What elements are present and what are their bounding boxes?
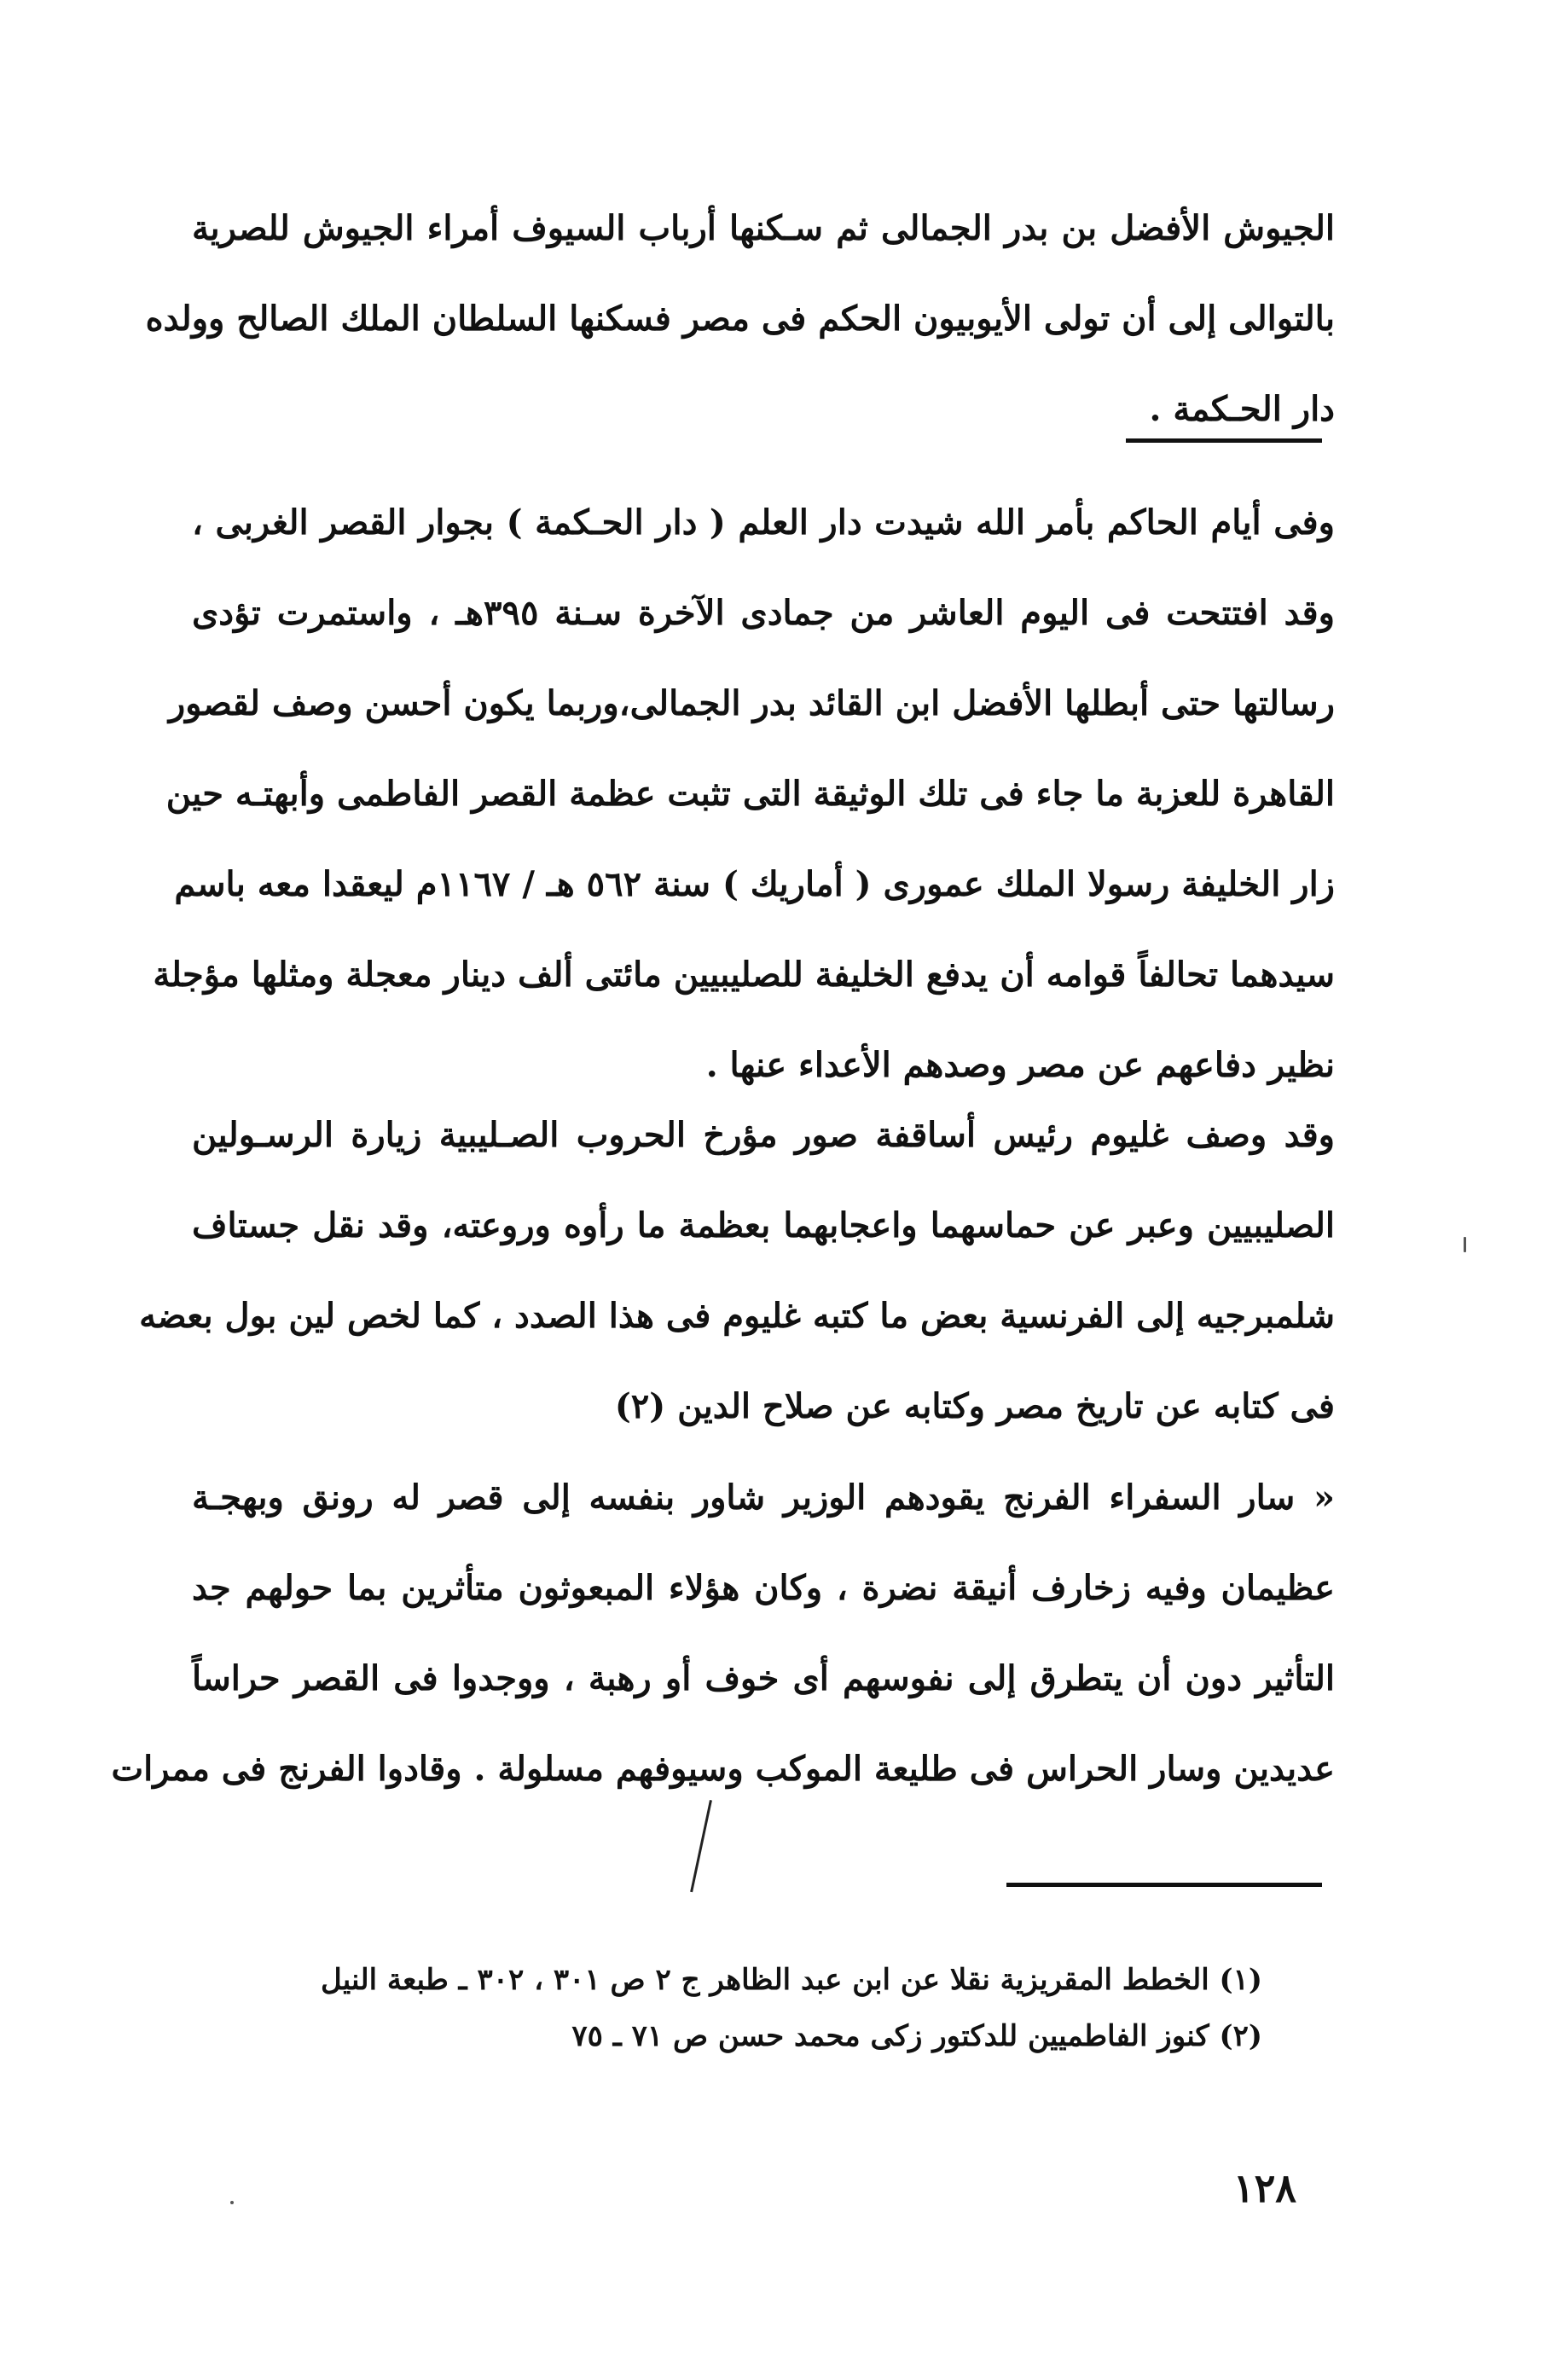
- text-line: الجيوش الأفضل بن بدر الجمالى ثم سـكنها أرباب السيوف أمراء الجيوش للصرية: [192, 208, 1335, 248]
- text-line: التأثير دون أن يتطرق إلى نفوسهم أى خوف أو رهبة ، ووجدوا فى القصر حراساً: [192, 1658, 1335, 1698]
- text-line: زار الخليفة رسولا الملك عمورى ( أماريك ) سنة ٥٦٢ هـ / ١١٦٧م ليعقدا معه باسم: [174, 864, 1335, 904]
- text-line: القاهرة للعزبة ما جاء فى تلك الوثيقة التى تثبت عظمة القصر الفاطمى وأبهتـه حين: [165, 774, 1335, 814]
- text-line: عظيمان وفيه زخارف أنيقة نضرة ، وكان هؤلاء المبعوثون متأثرين بما حولهم جد: [192, 1568, 1335, 1608]
- footnote-1: (١) الخطط المقريزية نقلا عن ابن عبد الظاهر ج ٢ ص ٣٠١ ، ٣٠٢ ـ طبعة النيل: [320, 1963, 1262, 1997]
- footnote-2: (٢) كنوز الفاطميين للدكتور زكى محمد حسن ص ٧١ ـ ٧٥: [571, 2019, 1262, 2053]
- section-divider: [1126, 438, 1322, 443]
- text-line: فى كتابه عن تاريخ مصر وكتابه عن صلاح الدين (٢): [614, 1386, 1335, 1426]
- paragraph-1: [145, 183, 1335, 455]
- text-line: وفى أيام الحاكم بأمر الله شيدت دار العلم ( دار الحـكمة ) بجوار القصر الغربى ،: [192, 502, 1335, 543]
- footnote-separator: [1006, 1883, 1322, 1887]
- text-line: وقد افتتحت فى اليوم العاشر من جمادى الآخرة سـنة ٣٩٥هـ ، واستمرت تؤدى: [192, 593, 1335, 633]
- scan-speck: [1464, 1237, 1466, 1252]
- text-line: رسالتها حتى أبطلها الأفضل ابن القائد بدر الجمالى،وربما يكون أحسن وصف لقصور: [168, 683, 1335, 723]
- page-number: ١٢٨: [1232, 2165, 1296, 2211]
- text-line: وقد وصف غليوم رئيس أساقفة صور مؤرخ الحروب الصـليبية زيارة الرسـولين: [192, 1115, 1335, 1155]
- text-line: بالتوالى إلى أن تولى الأيوبيون الحكم فى مصر فسكنها السلطان الملك الصالح وولده: [145, 299, 1335, 339]
- text-line: نظير دفاعهم عن مصر وصدهم الأعداء عنها .: [705, 1045, 1335, 1085]
- text-line: الصليبيين وعبر عن حماسهما واعجابهما بعظمة ما رأوه وروعته، وقد نقل جستاف: [192, 1205, 1335, 1245]
- scan-speck: [230, 2201, 234, 2204]
- text-line: شلمبرجيه إلى الفرنسية بعض ما كتبه غليوم فى هذا الصدد ، كما لخص لين بول بعضه: [139, 1296, 1335, 1336]
- text-line: دار الحـكمة .: [1149, 389, 1335, 429]
- paragraph-3: [139, 1090, 1335, 1452]
- text-line: « سار السفراء الفرنج يقودهم الوزير شاور بنفسه إلى قصر له رونق وبهجـة: [192, 1477, 1335, 1518]
- paragraph-2: [153, 478, 1335, 1111]
- quote-paragraph: [111, 1453, 1335, 1814]
- text-line: عديدين وسار الحراس فى طليعة الموكب وسيوفهم مسلولة . وقادوا الفرنج فى ممرات: [111, 1749, 1335, 1789]
- text-line: سيدهما تحالفاً قوامه أن يدفع الخليفة للصليبيين مائتى ألف دينار معجلة ومثلها مؤجلة: [153, 955, 1335, 995]
- footnotes: [239, 1952, 1262, 2064]
